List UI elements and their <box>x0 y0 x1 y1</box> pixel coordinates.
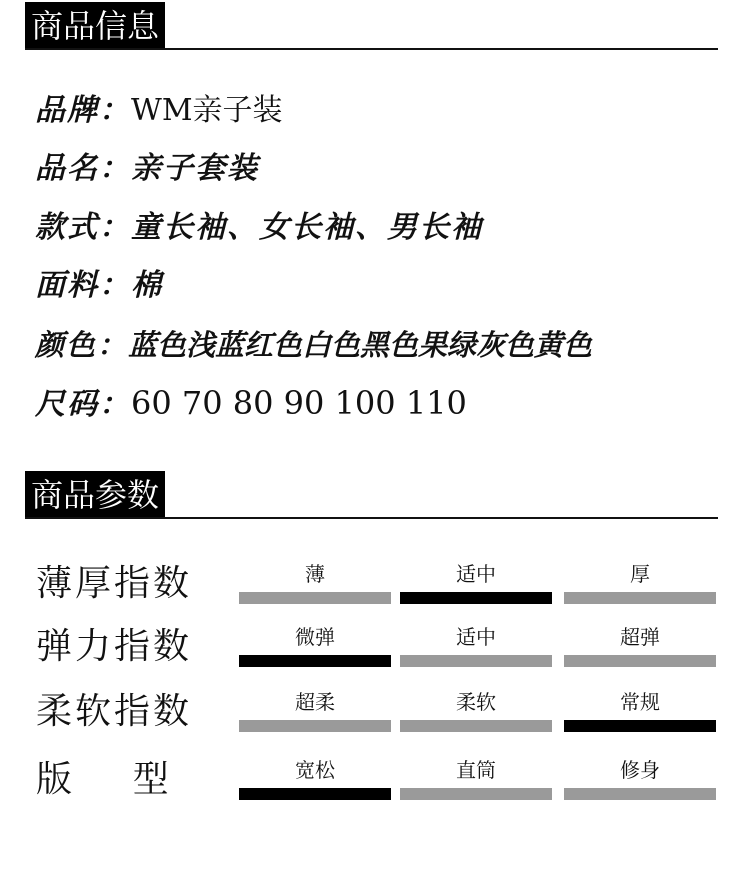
fit-type-label: 版 型 <box>36 759 172 800</box>
scale-option <box>564 690 716 738</box>
scale-bar <box>400 655 552 667</box>
brand-label: 品牌： <box>35 93 131 128</box>
style-label: 款式： <box>35 210 131 245</box>
param-row-thickness <box>0 562 750 622</box>
scale-option-label: 柔软 <box>456 690 496 714</box>
info-row-fabric <box>35 264 163 308</box>
scale-option-label: 微弹 <box>295 625 335 649</box>
scale-option <box>400 758 552 806</box>
scale-option-label: 厚 <box>630 562 650 586</box>
sizes-label: 尺码： <box>35 387 131 422</box>
softness-index-label: 柔软指数 <box>36 691 193 732</box>
param-row-fit <box>0 758 750 818</box>
scale-bar <box>564 655 716 667</box>
scale-option <box>400 690 552 738</box>
scale-option-label: 修身 <box>620 758 660 782</box>
scale-option <box>239 758 391 806</box>
info-row-brand <box>35 89 283 133</box>
style-value: 童长袖、女长袖、男长袖 <box>131 210 483 245</box>
scale-option <box>239 625 391 673</box>
param-row-elasticity <box>0 625 750 685</box>
product-name-label: 品名： <box>35 151 131 186</box>
product-info-header <box>25 2 718 50</box>
scale-option-label: 直筒 <box>456 758 496 782</box>
scale-option <box>564 562 716 610</box>
scale-bar <box>239 655 391 667</box>
scale-option <box>239 562 391 610</box>
scale-option-label: 超柔 <box>295 690 335 714</box>
product-name-value: 亲子套装 <box>131 151 259 186</box>
info-row-product-name <box>35 147 259 191</box>
scale-option-label: 适中 <box>456 562 496 586</box>
colors-label: 颜色： <box>35 328 129 362</box>
scale-option <box>564 758 716 806</box>
scale-option-label: 常规 <box>620 690 660 714</box>
scale-bar <box>239 592 391 604</box>
header-divider <box>25 517 718 519</box>
fabric-value: 棉 <box>131 268 163 303</box>
scale-bar <box>239 720 391 732</box>
scale-option-label: 宽松 <box>295 758 335 782</box>
product-params-header <box>25 471 718 519</box>
product-params-title: 商品参数 <box>25 471 165 519</box>
scale-bar <box>564 592 716 604</box>
param-row-softness <box>0 690 750 750</box>
info-row-sizes <box>35 381 467 425</box>
brand-value: WM亲子装 <box>131 93 283 128</box>
scale-option <box>239 690 391 738</box>
header-divider <box>25 48 718 50</box>
colors-value: 蓝色浅蓝红色白色黑色果绿灰色黄色 <box>128 328 593 362</box>
scale-option <box>400 562 552 610</box>
scale-option-label: 薄 <box>305 562 325 586</box>
elasticity-index-label: 弹力指数 <box>36 626 193 667</box>
scale-bar <box>400 788 552 800</box>
thickness-index-label: 薄厚指数 <box>36 563 193 604</box>
scale-bar <box>239 788 391 800</box>
scale-bar <box>564 788 716 800</box>
scale-option-label: 适中 <box>456 625 496 649</box>
info-row-colors <box>35 323 592 367</box>
scale-option <box>400 625 552 673</box>
scale-option <box>564 625 716 673</box>
sizes-value: 60 70 80 90 100 110 <box>131 384 467 422</box>
fabric-label: 面料： <box>35 268 131 303</box>
scale-bar <box>564 720 716 732</box>
scale-option-label: 超弹 <box>620 625 660 649</box>
scale-bar <box>400 592 552 604</box>
product-info-title: 商品信息 <box>25 2 165 50</box>
scale-bar <box>400 720 552 732</box>
info-row-style <box>35 206 483 250</box>
